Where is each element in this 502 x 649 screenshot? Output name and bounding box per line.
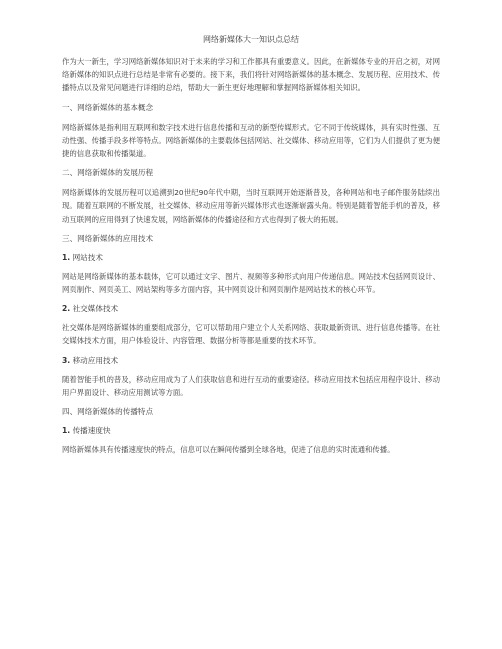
- subsection-number: 1.: [62, 426, 71, 436]
- subsection-body-mobile: 随着智能手机的普及，移动应用成为了人们获取信息和进行互动的重要途径。移动应用技术包括应用程序设计、移动用户界面设计、移动应用测试等方面。: [62, 374, 440, 397]
- section-heading-characteristics: 四、网络新媒体的传播特点: [62, 407, 154, 417]
- subsection-number: 3.: [62, 355, 71, 365]
- section-heading-technology: 三、网络新媒体的应用技术: [62, 233, 154, 243]
- section-body-concept: 网络新媒体是指利用互联网和数字技术进行信息传播和互动的新型传媒形式。它不同于传统媒体，具有实时性强、互动性强、传播手段多样等特点。网络新媒体的主要载体包括网站、社交媒体、移动应用等，它们为人们提供了更为便捷的信息获取和传播渠道。: [62, 122, 440, 159]
- intro-paragraph: 作为大一新生，学习网络新媒体知识对于未来的学习和工作都具有重要意义。因此，在新媒体专业的开启之初，对网络新媒体的知识点进行总结是非常有必要的。接下来，我们将针对网络新媒体的基本概念、发展历程、应用技术、传播特点以及常见问题进行详细的总结，帮助大一新生更好地理解和掌握网络新媒体相关知识。: [62, 57, 440, 93]
- document-title: 网络新媒体大一知识点总结: [203, 35, 299, 44]
- subsection-number: 1.: [62, 252, 71, 262]
- section-heading-history: 二、网络新媒体的发展历程: [62, 168, 154, 178]
- subsection-body-speed: 网络新媒体具有传播速度快的特点，信息可以在瞬间传播到全球各地，促进了信息的实时流通和传播。: [62, 445, 395, 455]
- subsection-heading-speed: [62, 425, 440, 437]
- subsection-title: 社交媒体技术: [72, 304, 119, 314]
- subsection-title: 网站技术: [72, 252, 103, 262]
- subsection-number: 2.: [62, 304, 71, 314]
- subsection-body-social: 社交媒体是网络新媒体的重要组成部分，它可以帮助用户建立个人关系网络、获取最新资讯、进行信息传播等。在社交媒体技术方面，用户体验设计、内容管理、数据分析等都是重要的技术环节。: [62, 323, 440, 346]
- subsection-title: 传播速度快: [72, 426, 111, 436]
- section-body-history: 网络新媒体的发展历程可以追溯到20世纪90年代中期，当时互联网开始逐渐普及，各种网站和电子邮件服务陆续出现。随着互联网的不断发展，社交媒体、移动应用等新兴媒体形式也逐渐崭露头角。特别是随着智能手机的普及，移动互联网的应用得到了快速发展，网络新媒体的传播途径和方式也得到了极大的拓展。: [62, 188, 440, 224]
- subsection-title: 移动应用技术: [72, 355, 119, 365]
- section-heading-concept: 一、网络新媒体的基本概念: [62, 102, 154, 112]
- subsection-body-website: 网站是网络新媒体的基本载体，它可以通过文字、图片、视频等多种形式向用户传递信息。网站技术包括网页设计、网页制作、网页美工、网站架构等多方面内容，其中网页设计和网页制作是网站技术的核心环节。: [62, 271, 440, 295]
- subsection-heading-mobile: [62, 355, 440, 367]
- subsection-heading-website: [62, 252, 440, 264]
- subsection-heading-social: [62, 303, 440, 315]
